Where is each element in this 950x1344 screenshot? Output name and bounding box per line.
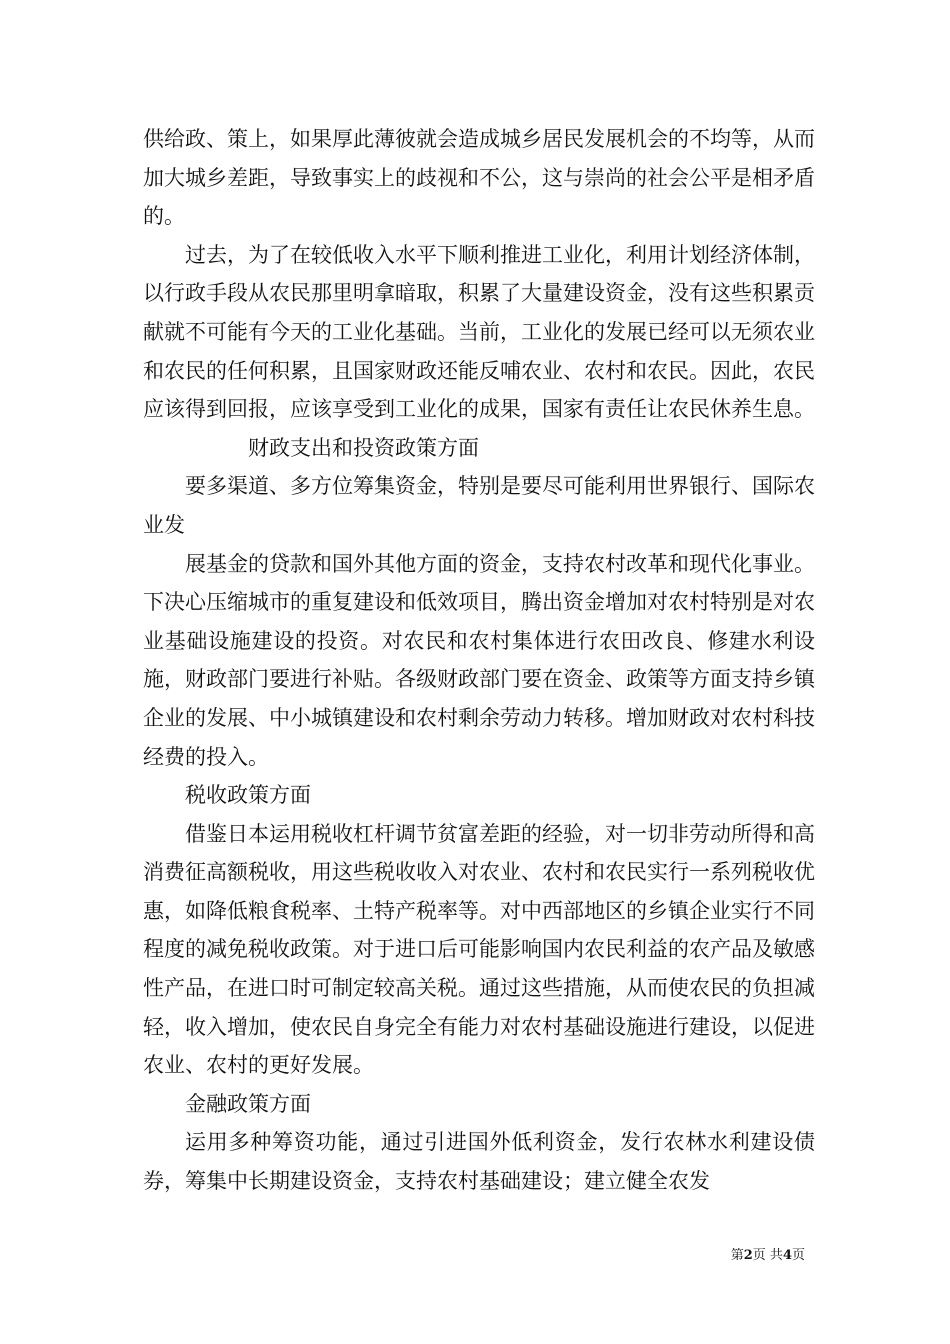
- footer-prefix: 第: [730, 1248, 744, 1263]
- heading-fiscal-investment: 财政支出和投资政策方面: [248, 435, 479, 460]
- paragraph-continuation: 供给政、策上，如果厚此薄彼就会造成城乡居民发展机会的不均等，从而加大城乡差距，导致事实上的歧视和不公，这与崇尚的社会公平是相矛盾的。: [143, 127, 815, 229]
- footer-middle: 页 共: [752, 1248, 783, 1263]
- paragraph-tax-policy: 借鉴日本运用税收杠杆调节贫富差距的经验，对一切非劳动所得和高消费征高额税收，用这些税收收入对农业、农村和农民实行一系列税收优惠，如降低粮食税率、土特产税率等。对中西部地区的乡镇企业实行不同程度的减免税收政策。对于进口后可能影响国内农民利益的农产品及敏感性产品，在进口时可制定较高关税。通过这些措施，从而使农民的负担减轻，收入增加，使农民自身完全有能力对农村基础设施进行建设，以促进农业、农村的更好发展。: [143, 821, 815, 1078]
- heading-financial-policy: 金融政策方面: [185, 1091, 311, 1116]
- footer-total-pages: 4: [782, 1248, 792, 1263]
- body-text: [143, 120, 815, 1201]
- page-number-footer: [731, 1247, 805, 1265]
- footer-current-page: 2: [743, 1248, 753, 1263]
- paragraph-funding-uses: 展基金的贷款和国外其他方面的资金，支持农村改革和现代化事业。下决心压缩城市的重复建设和低效项目，腾出资金增加对农村特别是对农业基础设施建设的投资。对农民和农村集体进行农田改良、修建水利设施，财政部门要进行补贴。各级财政部门要在资金、政策等方面支持乡镇企业的发展、中小城镇建设和农村剩余劳动力转移。增加财政对农村科技经费的投入。: [143, 551, 815, 769]
- paragraph-history: 过去，为了在较低收入水平下顺利推进工业化，利用计划经济体制，以行政手段从农民那里明拿暗取，积累了大量建设资金，没有这些积累贡献就不可能有今天的工业化基础。当前，工业化的发展已经可以无须农业和农民的任何积累，且国家财政还能反哺农业、农村和农民。因此，农民应该得到回报，应该享受到工业化的成果，国家有责任让农民休养生息。: [143, 242, 815, 422]
- footer-suffix: 页: [791, 1248, 805, 1263]
- paragraph-funding-sources: 要多渠道、多方位筹集资金，特别是要尽可能利用世界银行、国际农业发: [143, 474, 815, 537]
- paragraph-financial-policy: 运用多种筹资功能，通过引进国外低利资金，发行农林水利建设债券，筹集中长期建设资金，支持农村基础建设；建立健全农发: [143, 1130, 815, 1194]
- heading-tax-policy: 税收政策方面: [185, 783, 311, 808]
